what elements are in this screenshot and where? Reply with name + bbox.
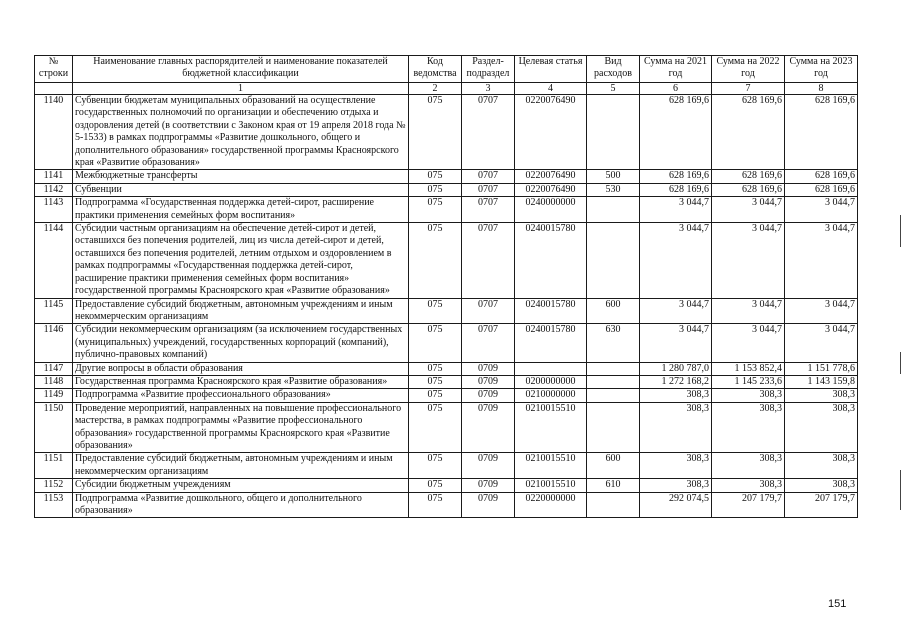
target-article-cell: 0220000000 — [515, 492, 587, 518]
department-code-cell: 075 — [409, 492, 462, 518]
expense-type-cell: 600 — [587, 453, 640, 479]
sum-2022-cell: 1 153 852,4 — [712, 362, 785, 375]
target-article-cell: 0220076490 — [515, 170, 587, 183]
expense-type-cell: 530 — [587, 183, 640, 196]
target-article-cell: 0220076490 — [515, 95, 587, 170]
table-row — [35, 183, 858, 196]
target-article-cell — [515, 362, 587, 375]
table-row — [35, 170, 858, 183]
row-name-cell: Межбюджетные трансферты — [73, 170, 409, 183]
section-cell: 0707 — [462, 197, 515, 223]
sum-2023-cell: 3 044,7 — [785, 324, 858, 362]
header-sum-2021: Сумма на 2021 год — [640, 56, 712, 83]
sum-2023-cell: 628 169,6 — [785, 95, 858, 170]
row-number-cell: 1140 — [35, 95, 73, 170]
section-cell: 0707 — [462, 298, 515, 324]
sum-2021-cell: 3 044,7 — [640, 197, 712, 223]
column-number-cell — [35, 83, 73, 95]
sum-2021-cell: 3 044,7 — [640, 324, 712, 362]
sum-2022-cell: 308,3 — [712, 402, 785, 453]
expense-type-cell — [587, 389, 640, 402]
row-name-cell: Предоставление субсидий бюджетным, автономным учреждениям и иным некоммерческим организациям — [73, 298, 409, 324]
target-article-cell: 0210015510 — [515, 479, 587, 492]
sum-2023-cell: 628 169,6 — [785, 183, 858, 196]
sum-2023-cell: 3 044,7 — [785, 223, 858, 298]
sum-2022-cell: 3 044,7 — [712, 324, 785, 362]
section-cell: 0709 — [462, 389, 515, 402]
row-number-cell: 1153 — [35, 492, 73, 518]
sum-2022-cell: 3 044,7 — [712, 197, 785, 223]
header-section: Раздел-подраздел — [462, 56, 515, 83]
table-row — [35, 402, 858, 453]
row-number-cell: 1144 — [35, 223, 73, 298]
row-name-cell: Субсидии некоммерческим организациям (за исключением государственных (муниципальных) учреждений, государственных корпораций (компаний), публично-правовых компаний) — [73, 324, 409, 362]
row-number-cell: 1152 — [35, 479, 73, 492]
row-name-cell: Другие вопросы в области образования — [73, 362, 409, 375]
column-number-cell: 1 — [73, 83, 409, 95]
sum-2021-cell: 308,3 — [640, 479, 712, 492]
column-number-cell: 5 — [587, 83, 640, 95]
sum-2023-cell: 308,3 — [785, 453, 858, 479]
row-number-cell: 1143 — [35, 197, 73, 223]
expense-type-cell — [587, 375, 640, 388]
scan-edge-mark — [900, 470, 901, 510]
header-expense-type: Вид расходов — [587, 56, 640, 83]
table-row — [35, 479, 858, 492]
table-row — [35, 453, 858, 479]
table-row — [35, 324, 858, 362]
department-code-cell: 075 — [409, 453, 462, 479]
row-name-cell: Государственная программа Красноярского края «Развитие образования» — [73, 375, 409, 388]
target-article-cell: 0240015780 — [515, 223, 587, 298]
sum-2021-cell: 1 280 787,0 — [640, 362, 712, 375]
row-name-cell: Субсидии бюджетным учреждениям — [73, 479, 409, 492]
target-article-cell: 0210000000 — [515, 389, 587, 402]
sum-2023-cell: 308,3 — [785, 402, 858, 453]
expense-type-cell — [587, 492, 640, 518]
header-name: Наименование главных распорядителей и наименование показателей бюджетной классификации — [73, 56, 409, 83]
expense-type-cell — [587, 223, 640, 298]
department-code-cell: 075 — [409, 183, 462, 196]
row-number-cell: 1145 — [35, 298, 73, 324]
sum-2021-cell: 628 169,6 — [640, 170, 712, 183]
section-cell: 0709 — [462, 402, 515, 453]
header-row-number: № строки — [35, 56, 73, 83]
row-number-cell: 1147 — [35, 362, 73, 375]
sum-2023-cell: 1 143 159,8 — [785, 375, 858, 388]
section-cell: 0707 — [462, 170, 515, 183]
department-code-cell: 075 — [409, 197, 462, 223]
table-body — [35, 95, 858, 518]
section-cell: 0709 — [462, 362, 515, 375]
row-number-cell: 1146 — [35, 324, 73, 362]
column-number-cell: 3 — [462, 83, 515, 95]
column-number-cell: 8 — [785, 83, 858, 95]
sum-2021-cell: 308,3 — [640, 402, 712, 453]
department-code-cell: 075 — [409, 95, 462, 170]
budget-table — [34, 55, 858, 518]
target-article-cell: 0240015780 — [515, 298, 587, 324]
table-header-row — [35, 56, 858, 83]
sum-2023-cell: 207 179,7 — [785, 492, 858, 518]
expense-type-cell: 500 — [587, 170, 640, 183]
table-row — [35, 389, 858, 402]
sum-2022-cell: 308,3 — [712, 389, 785, 402]
table-row — [35, 95, 858, 170]
sum-2023-cell: 1 151 778,6 — [785, 362, 858, 375]
sum-2022-cell: 1 145 233,6 — [712, 375, 785, 388]
sum-2023-cell: 3 044,7 — [785, 298, 858, 324]
header-department-code: Код ведомства — [409, 56, 462, 83]
section-cell: 0707 — [462, 324, 515, 362]
sum-2021-cell: 3 044,7 — [640, 223, 712, 298]
department-code-cell: 075 — [409, 362, 462, 375]
column-number-row — [35, 83, 858, 95]
department-code-cell: 075 — [409, 389, 462, 402]
table-row — [35, 362, 858, 375]
sum-2021-cell: 628 169,6 — [640, 95, 712, 170]
sum-2023-cell: 3 044,7 — [785, 197, 858, 223]
row-name-cell: Субвенции — [73, 183, 409, 196]
expense-type-cell — [587, 362, 640, 375]
sum-2023-cell: 308,3 — [785, 389, 858, 402]
sum-2021-cell: 292 074,5 — [640, 492, 712, 518]
section-cell: 0709 — [462, 479, 515, 492]
row-name-cell: Предоставление субсидий бюджетным, автономным учреждениям и иным некоммерческим организациям — [73, 453, 409, 479]
page-number: 151 — [828, 598, 847, 610]
sum-2023-cell: 628 169,6 — [785, 170, 858, 183]
sum-2022-cell: 628 169,6 — [712, 95, 785, 170]
row-name-cell: Проведение мероприятий, направленных на повышение профессионального мастерства, в рамках подпрограммы «Развитие профессионального образования» государственной программы Красноярского края «Развитие образования» — [73, 402, 409, 453]
row-number-cell: 1141 — [35, 170, 73, 183]
column-number-cell: 2 — [409, 83, 462, 95]
column-number-cell: 6 — [640, 83, 712, 95]
row-number-cell: 1149 — [35, 389, 73, 402]
table-row — [35, 298, 858, 324]
section-cell: 0707 — [462, 95, 515, 170]
column-number-cell: 7 — [712, 83, 785, 95]
expense-type-cell: 610 — [587, 479, 640, 492]
expense-type-cell: 600 — [587, 298, 640, 324]
sum-2021-cell: 628 169,6 — [640, 183, 712, 196]
header-target-article: Целевая статья — [515, 56, 587, 83]
row-name-cell: Подпрограмма «Государственная поддержка детей-сирот, расширение практики применения семейных форм воспитания» — [73, 197, 409, 223]
row-number-cell: 1142 — [35, 183, 73, 196]
expense-type-cell: 630 — [587, 324, 640, 362]
header-sum-2023: Сумма на 2023 год — [785, 56, 858, 83]
section-cell: 0709 — [462, 375, 515, 388]
budget-page — [34, 55, 857, 518]
table-row — [35, 223, 858, 298]
table-row — [35, 492, 858, 518]
sum-2021-cell: 308,3 — [640, 389, 712, 402]
row-name-cell: Субсидии частным организациям на обеспечение детей-сирот и детей, оставшихся без попечения родителей, лиц из числа детей-сирот и детей, оставшихся без попечения родителей, летним отдыхом и оздоровлением в рамках подпрограммы «Государственная поддержка детей-сирот, расширение практики применения семейных форм воспитания» государственной программы Красноярского края «Развитие образования» — [73, 223, 409, 298]
sum-2022-cell: 628 169,6 — [712, 170, 785, 183]
scan-edge-mark — [900, 352, 901, 374]
section-cell: 0709 — [462, 453, 515, 479]
target-article-cell: 0210015510 — [515, 453, 587, 479]
section-cell: 0707 — [462, 223, 515, 298]
expense-type-cell — [587, 402, 640, 453]
column-number-cell: 4 — [515, 83, 587, 95]
header-sum-2022: Сумма на 2022 год — [712, 56, 785, 83]
target-article-cell: 0210015510 — [515, 402, 587, 453]
sum-2022-cell: 3 044,7 — [712, 223, 785, 298]
target-article-cell: 0240015780 — [515, 324, 587, 362]
sum-2022-cell: 308,3 — [712, 479, 785, 492]
department-code-cell: 075 — [409, 324, 462, 362]
expense-type-cell — [587, 95, 640, 170]
row-name-cell: Субвенции бюджетам муниципальных образований на осуществление государственных полномочий по организации и обеспечению отдыха и оздоровления детей (в соответствии с Законом края от 19 апреля 2018 года № 5-1533) в рамках подпрограммы «Развитие дошкольного, общего и дополнительного образования» государственной программы Красноярского края «Развитие образования» — [73, 95, 409, 170]
sum-2022-cell: 207 179,7 — [712, 492, 785, 518]
sum-2023-cell: 308,3 — [785, 479, 858, 492]
department-code-cell: 075 — [409, 298, 462, 324]
target-article-cell: 0200000000 — [515, 375, 587, 388]
sum-2021-cell: 3 044,7 — [640, 298, 712, 324]
department-code-cell: 075 — [409, 170, 462, 183]
target-article-cell: 0240000000 — [515, 197, 587, 223]
sum-2022-cell: 628 169,6 — [712, 183, 785, 196]
sum-2022-cell: 308,3 — [712, 453, 785, 479]
target-article-cell: 0220076490 — [515, 183, 587, 196]
sum-2022-cell: 3 044,7 — [712, 298, 785, 324]
expense-type-cell — [587, 197, 640, 223]
row-name-cell: Подпрограмма «Развитие дошкольного, общего и дополнительного образования» — [73, 492, 409, 518]
row-number-cell: 1150 — [35, 402, 73, 453]
sum-2021-cell: 1 272 168,2 — [640, 375, 712, 388]
row-number-cell: 1148 — [35, 375, 73, 388]
sum-2021-cell: 308,3 — [640, 453, 712, 479]
scan-edge-mark — [900, 215, 901, 247]
row-name-cell: Подпрограмма «Развитие профессионального образования» — [73, 389, 409, 402]
department-code-cell: 075 — [409, 375, 462, 388]
department-code-cell: 075 — [409, 479, 462, 492]
section-cell: 0709 — [462, 492, 515, 518]
row-number-cell: 1151 — [35, 453, 73, 479]
department-code-cell: 075 — [409, 402, 462, 453]
table-row — [35, 197, 858, 223]
department-code-cell: 075 — [409, 223, 462, 298]
table-row — [35, 375, 858, 388]
section-cell: 0707 — [462, 183, 515, 196]
